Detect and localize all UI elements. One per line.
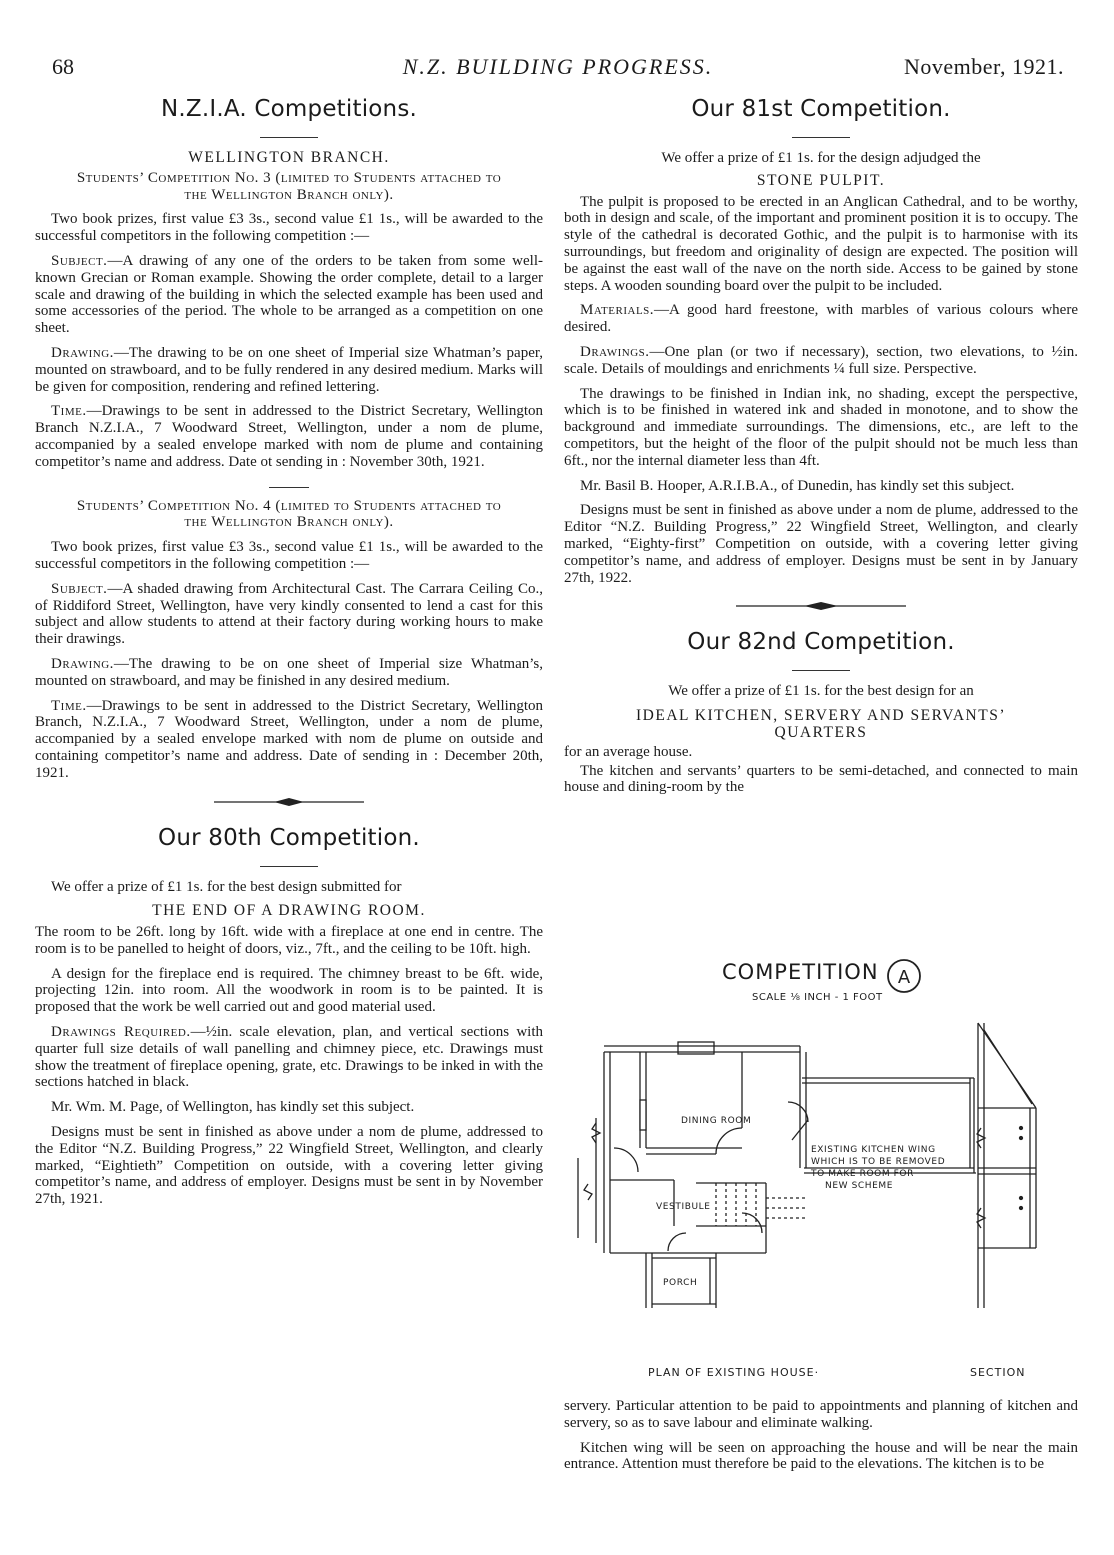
title-rule bbox=[792, 670, 850, 671]
materials-label: Materials. bbox=[580, 302, 655, 319]
requirements-text: —½in. scale elevation, plan, and vertical sections with quarter full size details of wall panelling and chimney piece, etc. Drawings must show the treatment of fireplace opening, grate, etc. Drawings to be inked in with the sections hatched in black. bbox=[35, 1024, 543, 1091]
drawings-label: Drawings. bbox=[580, 343, 650, 360]
nzia-title: N.Z.I.A. Competitions. bbox=[160, 96, 418, 122]
comp80-subject: THE END OF A DRAWING ROOM. bbox=[152, 902, 426, 920]
drawing-text: —The drawing to be on one sheet of Imperial size Whatman’s paper, mounted on strawboard, and to be fully rendered in any desired medium. Marks will be given for composition, rendering and refined lettering. bbox=[35, 344, 543, 395]
title-rule bbox=[260, 866, 318, 867]
materials-text: —A good hard freestone, with marbles of various colours where desired. bbox=[564, 302, 1078, 336]
comp81-materials bbox=[564, 302, 1078, 336]
comp81-title: Our 81st Competition. bbox=[691, 96, 951, 122]
ornament-divider bbox=[736, 600, 906, 612]
title-rule bbox=[792, 137, 850, 138]
comp4-prizes: Two book prizes, first value £3 3s., second value £1 1s., will be awarded to the successful competitors in the following competition :— bbox=[35, 539, 543, 572]
time-text: —Drawings to be sent in addressed to the District Secretary, Wellington Branch, N.Z.I.A., 7 Woodward Street, Wellington, under a nom de plume, accompanied by a sealed envelope marked with nom de plume on outside and containing competitor’s name and address. Date of sending in : December 20th, 1921. bbox=[35, 697, 543, 781]
comp82-for-line: for an average house. bbox=[564, 743, 693, 760]
figure-scale: SCALE ⅛ INCH - 1 FOOT bbox=[752, 992, 883, 1003]
comp82-p1: The kitchen and servants’ quarters to be semi-detached, and connected to main house and dining-room by the bbox=[564, 762, 1078, 796]
comp4-drawing bbox=[35, 656, 543, 690]
time-text: —Drawings to be sent in addressed to the District Secretary, Wellington Branch N.Z.I.A., 7 Woodward Street, Wellington, under a nom de plume, accompanied by a sealed envelope marked with nom de plume and containing competitor’s name and address. Date ot sending in : November 30th, 1921. bbox=[35, 403, 543, 470]
comp80-requirements bbox=[35, 1024, 543, 1091]
requirements-label: Drawings Required. bbox=[51, 1024, 191, 1041]
note-line: EXISTING KITCHEN WING bbox=[811, 1145, 936, 1155]
comp3-heading: Students’ Competition No. 3 (limited to Students attached to the Wellington Branch only). bbox=[76, 169, 502, 203]
caption-plan: PLAN OF EXISTING HOUSE· bbox=[648, 1366, 820, 1379]
existing-kitchen-note bbox=[811, 1144, 945, 1192]
comp80-submission: Designs must be sent in finished as above under a nom de plume, addressed to the Editor “N.Z. Building Progress,” 22 Wingfield Street, Wellington, and clearly marked, “Eightieth” Competition on outside, with a covering letter giving competitor’s name, and address of employer. Designs must be sent in by November 27th, 1921. bbox=[35, 1124, 543, 1208]
comp4-time bbox=[35, 698, 543, 782]
comp82-title: Our 82nd Competition. bbox=[687, 629, 955, 656]
left-column bbox=[35, 95, 543, 1216]
comp82-intro: We offer a prize of £1 1s. for the best design for an bbox=[668, 683, 974, 700]
ornament-divider bbox=[214, 796, 364, 808]
comp81-setter: Mr. Basil B. Hooper, A.R.I.B.A., of Dunedin, has kindly set this subject. bbox=[580, 477, 1015, 494]
note-line: TO MAKE ROOM FOR bbox=[811, 1169, 914, 1179]
section-rule bbox=[269, 487, 309, 488]
time-label: Time. bbox=[51, 697, 87, 714]
subject-text: —A shaded drawing from Architectural Cast. The Carrara Ceiling Co., of Riddiford Street, Wellington, have very kindly consented to lend a cast for this subject and allow students to attend at their factory during working hours to make their drawings. bbox=[35, 580, 543, 648]
comp80-title: Our 80th Competition. bbox=[158, 824, 420, 851]
caption-section: SECTION bbox=[970, 1366, 1026, 1379]
subject-label: Subject. bbox=[51, 580, 108, 597]
comp81-submission: Designs must be sent in finished as above under a nom de plume, addressed to the Editor “N.Z. Building Progress,” 22 Wingfield Street, Wellington, and clearly marked, “Eighty-first” Competition on outside, with a covering letter giving competitor’s name, and address of employer. Designs must be sent in by January 27th, 1922. bbox=[564, 502, 1078, 586]
comp80-p1: The room to be 26ft. long by 16ft. wide with a fireplace at one end in centre. The room is to be panelled to height of doors, viz., 7ft., and the ceiling to be 10ft. high. bbox=[35, 924, 543, 957]
note-line: NEW SCHEME bbox=[825, 1181, 894, 1191]
publication-title: N.Z. BUILDING PROGRESS. bbox=[402, 54, 714, 79]
comp80-p2: A design for the fireplace end is required. The chimney breast to be 6ft. wide, projecting 12in. into room. All the woodwork in room is to be painted. It is proposed that the work be well carried out and good material used. bbox=[35, 965, 543, 1016]
comp82-p3: Kitchen wing will be seen on approaching the house and will be near the main entrance. Attention must therefore be paid to the elevations. The kitchen is to be bbox=[564, 1439, 1078, 1473]
note-line: WHICH IS TO BE REMOVED bbox=[811, 1157, 946, 1167]
comp81-p2: The drawings to be finished in Indian ink, no shading, except the perspective, which is to be finished in watered ink and shaded in monotone, and to show the background and immediate surroundings. The dimensions, etc., are left to the competitors, but the height of the floor of the pulpit should not be much less than 6ft., nor the internal diameter less than 4ft. bbox=[564, 385, 1078, 469]
running-head bbox=[52, 54, 1064, 84]
subject-text: —A drawing of any one of the orders to be taken from some well-known Grecian or Roman example. Showing the order complete, detail to a larger scale and drawing of the building in which the selected example has been used and some accessories of the period. The whole to be arranged as a competition on one sheet. bbox=[35, 252, 543, 337]
figure-letter-circle bbox=[884, 956, 924, 996]
comp80-intro: We offer a prize of £1 1s. for the best design submitted for bbox=[51, 878, 402, 895]
room-label-dining: DINING ROOM bbox=[681, 1116, 752, 1126]
room-label-porch: PORCH bbox=[663, 1278, 698, 1288]
comp82-p2: servery. Particular attention to be paid to appointments and planning of kitchen and servery, so as to save labour and eliminate walking. bbox=[564, 1398, 1078, 1431]
comp3-prizes: Two book prizes, first value £3 3s., second value £1 1s., will be awarded to the successful competitors in the following competition :— bbox=[35, 211, 543, 245]
drawings-text: —One plan (or two if necessary), section, two elevations, to ½in. scale. Details of mouldings and enrichments ¼ full size. Perspective. bbox=[564, 343, 1078, 377]
comp3-time bbox=[35, 403, 543, 470]
room-label-vestibule: VESTIBULE bbox=[656, 1202, 711, 1212]
drawing-label: Drawing. bbox=[51, 655, 114, 672]
comp81-subject: STONE PULPIT. bbox=[756, 171, 886, 189]
drawing-text: —The drawing to be on one sheet of Imperial size Whatman’s, mounted on strawboard, and may be finished in any desired medium. bbox=[35, 655, 543, 689]
figure-letter: A bbox=[897, 967, 911, 988]
title-rule bbox=[260, 137, 318, 138]
subject-label: Subject. bbox=[51, 252, 108, 269]
branch-heading: WELLINGTON BRANCH. bbox=[188, 149, 390, 166]
comp80-setter: Mr. Wm. M. Page, of Wellington, has kindly set this subject. bbox=[51, 1099, 415, 1116]
time-label: Time. bbox=[51, 403, 87, 420]
comp82-subject: IDEAL KITCHEN, SERVERY AND SERVANTS’ QUARTERS bbox=[636, 707, 1006, 741]
comp81-drawings bbox=[564, 344, 1078, 378]
comp3-subject bbox=[35, 253, 543, 337]
issue-date: November, 1921. bbox=[904, 54, 1064, 79]
comp3-drawing bbox=[35, 345, 543, 395]
competition-a-figure bbox=[566, 948, 1086, 1388]
comp81-p1: The pulpit is proposed to be erected in an Anglican Cathedral, and to be worthy, both in design and scale, of the important and prominent position it is to occupy. The style of the cathedral is decorated Gothic, and the pulpit is to harmonise with its surroundings, but freedom and originality of design are expected. The position will be against the east wall of the nave on the north side. Access to be gained by stone steps. A wooden sounding board over the pulpit to be included. bbox=[564, 193, 1078, 294]
right-column bbox=[564, 95, 1078, 804]
right-column-continued bbox=[564, 1398, 1078, 1481]
comp81-intro: We offer a prize of £1 1s. for the design adjudged the bbox=[661, 150, 981, 166]
page-number: 68 bbox=[52, 54, 74, 79]
comp4-heading: Students’ Competition No. 4 (limited to Students attached to the Wellington Branch only). bbox=[76, 497, 502, 531]
comp4-subject bbox=[35, 581, 543, 648]
figure-title: COMPETITION bbox=[722, 960, 879, 984]
drawing-label: Drawing. bbox=[51, 344, 114, 361]
